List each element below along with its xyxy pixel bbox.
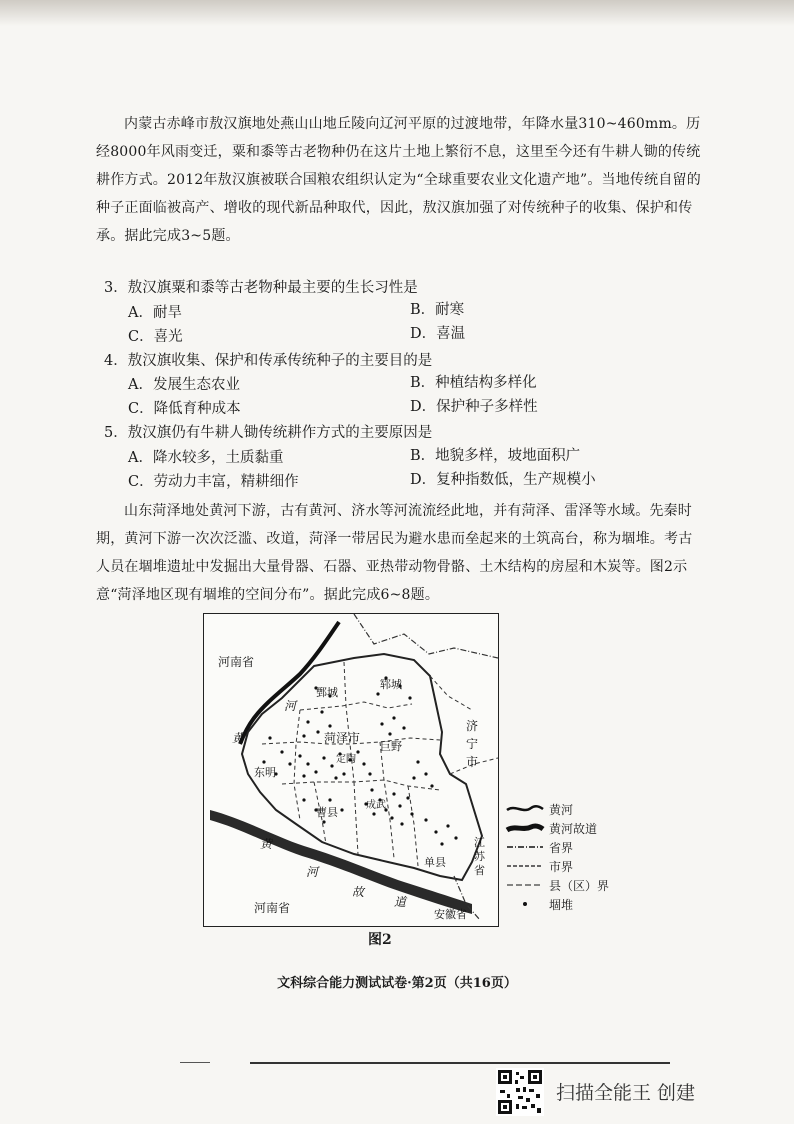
label-dingtao: 定陶 <box>336 754 356 765</box>
yellow-river-line <box>240 622 339 744</box>
q5-option-c: C．劳动力丰富，精耕细作 <box>128 474 299 490</box>
legend-label: 黄河故道 <box>549 821 598 836</box>
footer-rule-left <box>180 1062 210 1063</box>
county-borders <box>262 662 498 866</box>
footer-rule <box>250 1062 670 1064</box>
province-border <box>354 614 498 658</box>
legend-yellow-river <box>505 800 635 818</box>
question-4-stem: 4．敖汉旗收集、保护和传承传统种子的主要目的是 <box>104 353 433 369</box>
q5-option-a: A．降水较多，土质黏重 <box>128 450 284 466</box>
q4-option-c: C．降低育种成本 <box>128 401 241 417</box>
county-border-symbol-icon <box>505 878 545 892</box>
label-juye: 巨野 <box>380 740 402 753</box>
q3-option-a: A．耐旱 <box>128 305 182 321</box>
label-jiangsu-1: 江 <box>474 836 485 849</box>
legend-old-course <box>505 819 635 837</box>
q5-option-b: B．地貌多样，坡地面积广 <box>410 448 581 464</box>
label-chengwu: 成武 <box>366 800 386 811</box>
passage-heze: 山东菏泽地处黄河下游，古有黄河、济水等河流流经此地，并有菏泽、雷泽等水域。先秦时期，黄河下游一次次泛滥、改道，菏泽一带居民为避水患而垒起来的土筑高台，称为堌堆。考古人员在堌堆遗址中发掘出大量骨器、石器、亚热带动物骨骼、土木结构的房屋和木炭等。图2示意“菏泽地区现有堌堆的空间分布”。据此完成6~8题。 <box>96 503 693 603</box>
label-old-he: 河 <box>306 865 319 879</box>
label-juancheng: 鄄城 <box>316 686 338 699</box>
label-river-he: 河 <box>284 699 297 713</box>
legend-label: 市界 <box>549 859 574 874</box>
q4-option-a: A．发展生态农业 <box>128 377 240 393</box>
q3-option-c: C．喜光 <box>128 329 183 345</box>
q3-option-d: D．喜温 <box>410 326 466 342</box>
province-border-symbol-icon <box>505 840 545 854</box>
label-old-gu: 故 <box>352 885 365 899</box>
legend-city-border <box>505 857 635 875</box>
label-henan-bottom: 河南省 <box>254 901 291 915</box>
scanner-watermark: 扫描全能王 创建 <box>556 1082 696 1104</box>
qr-code-icon <box>496 1068 544 1116</box>
label-caoxian: 曹县 <box>316 806 338 819</box>
figure-caption: 图2 <box>368 932 392 948</box>
label-jining-1: 济 <box>466 719 479 733</box>
passage-aohan: 内蒙古赤峰市敖汉旗地处燕山山地丘陵向辽河平原的过渡地带，年降水量310~460mm。历经8000年风雨变迁，粟和黍等古老物种仍在这片土地上繁衍不息，这里至今还有牛耕人锄的传统耕作方式。2012年敖汉旗被联合国粮农组织认定为“全球重要农业文化遗产地”。当地传统自留的种子正面临被高产、增收的现代新品种取代，因此，敖汉旗加强了对传统种子的收集、保护和传承。据此完成3~5题。 <box>96 116 701 244</box>
heze-map-svg <box>204 614 498 926</box>
legend-label: 省界 <box>549 840 574 855</box>
label-heze: 菏泽市 <box>324 731 361 745</box>
label-dongming: 东明 <box>254 766 276 779</box>
label-river-huang: 黄 <box>232 731 245 745</box>
label-shanxian: 单县 <box>424 856 446 869</box>
label-jiangsu-2: 苏 <box>474 850 485 863</box>
q4-option-b: B．种植结构多样化 <box>410 375 537 391</box>
legend-county-border <box>505 876 635 894</box>
map-legend <box>505 800 635 914</box>
legend-label: 县（区）界 <box>549 878 610 893</box>
city-border-symbol-icon <box>505 859 545 873</box>
legend-province-border <box>505 838 635 856</box>
scan-top-edge <box>0 0 794 26</box>
legend-label: 黄河 <box>549 802 574 817</box>
label-jining-2: 宁 <box>466 737 479 751</box>
label-anhui: 安徽省 <box>434 908 467 921</box>
label-jining-3: 市 <box>466 755 479 769</box>
label-henan-top: 河南省 <box>218 655 255 669</box>
q3-option-b: B．耐寒 <box>410 302 465 318</box>
question-3-stem: 3．敖汉旗粟和黍等古老物种最主要的生长习性是 <box>104 280 418 296</box>
q5-option-d: D．复种指数低，生产规模小 <box>410 472 596 488</box>
page-footer: 文科综合能力测试试卷·第2页（共16页） <box>277 976 517 991</box>
heze-map <box>203 613 499 927</box>
label-old-huang: 黄 <box>260 837 273 851</box>
mound-dot-icon <box>505 897 545 911</box>
question-5-stem: 5．敖汉旗仍有牛耕人锄传统耕作方式的主要原因是 <box>104 425 433 441</box>
label-yuncheng: 郓城 <box>380 678 402 691</box>
legend-mound <box>505 895 635 913</box>
label-jiangsu-3: 省 <box>474 864 485 877</box>
legend-label: 堌堆 <box>549 897 574 912</box>
yellow-river-symbol-icon <box>505 802 545 816</box>
old-course-symbol-icon <box>505 821 545 835</box>
q4-option-d: D．保护种子多样性 <box>410 399 538 415</box>
label-old-dao: 道 <box>394 895 407 909</box>
